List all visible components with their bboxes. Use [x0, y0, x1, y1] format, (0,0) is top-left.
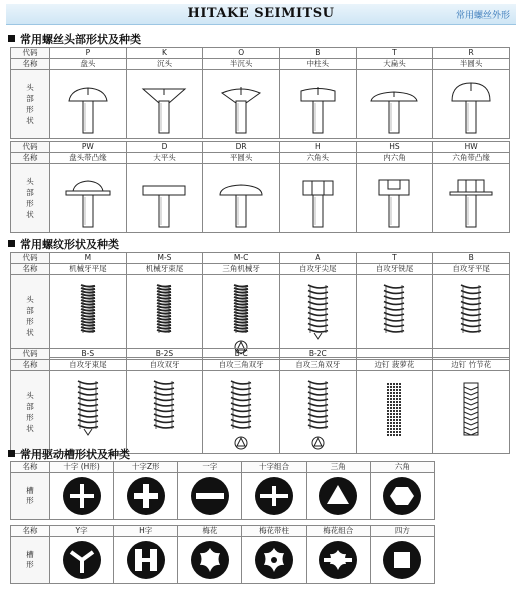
screw-head-drawing — [214, 73, 268, 135]
screw-head-drawing — [137, 73, 191, 135]
shape-label: 头 部 形 状 — [11, 275, 50, 358]
code-cell: T — [356, 48, 433, 59]
thread-drawing — [367, 275, 421, 357]
name-cell: 大扁头 — [356, 59, 433, 70]
name-cell: 中柱头 — [279, 59, 356, 70]
code-cell — [433, 349, 510, 360]
thread-drawing — [367, 371, 421, 453]
slot-name-cell: 六角 — [370, 462, 434, 473]
slot-name-cell: Y字 — [50, 526, 114, 537]
name-cell: 机械牙平尾 — [50, 264, 127, 275]
shape-cell — [279, 275, 356, 358]
screw-head-drawing — [214, 167, 268, 229]
code-label: 代码 — [11, 253, 50, 264]
section-title-threads: 常用螺纹形状及种类 — [8, 236, 119, 252]
shape-cell — [279, 164, 356, 233]
shape-cell — [203, 70, 280, 139]
name-cell: 机械牙束尾 — [126, 264, 203, 275]
slot-name-label: 名称 — [11, 462, 50, 473]
bullet-square-icon — [8, 240, 15, 247]
shape-cell — [126, 164, 203, 233]
name-cell: 自攻牙束尾 — [50, 360, 127, 371]
shape-label: 头 部 形 状 — [11, 371, 50, 454]
name-cell: 平圆头 — [203, 153, 280, 164]
screw-head-drawing — [137, 167, 191, 229]
name-cell: 大平头 — [126, 153, 203, 164]
slot-shape-cell — [178, 473, 242, 520]
name-label: 名称 — [11, 360, 50, 371]
shape-cell — [433, 371, 510, 454]
code-label: 代码 — [11, 48, 50, 59]
thread-drawing — [61, 275, 115, 357]
thread-drawing — [214, 371, 268, 453]
shape-label: 头 部 形 状 — [11, 70, 50, 139]
thread-drawing — [137, 371, 191, 453]
name-cell: 自攻牙铣尾 — [356, 264, 433, 275]
thread-drawing — [291, 371, 345, 453]
code-cell: B-2C — [279, 349, 356, 360]
name-cell: 自攻三角双牙 — [203, 360, 280, 371]
shape-cell — [203, 371, 280, 454]
code-cell: T — [356, 253, 433, 264]
slot-shape-label: 槽 形 — [11, 473, 50, 520]
slot-name-cell: H字 — [114, 526, 178, 537]
slot-shape-cell — [242, 537, 306, 584]
thread-drawing — [61, 371, 115, 453]
code-cell: B — [279, 48, 356, 59]
code-cell: M-S — [126, 253, 203, 264]
slot-name-cell: 十字Z形 — [114, 462, 178, 473]
name-label: 名称 — [11, 264, 50, 275]
code-cell: D — [126, 142, 203, 153]
head-table-2 — [10, 141, 510, 233]
code-cell: H — [279, 142, 356, 153]
code-cell: DR — [203, 142, 280, 153]
code-cell: M-C — [203, 253, 280, 264]
slot-name-cell: 四方 — [370, 526, 434, 537]
section-title-drives: 常用驱动槽形状及种类 — [8, 446, 130, 462]
shape-cell — [50, 70, 127, 139]
slot-shape-cell — [242, 473, 306, 520]
name-cell: 内六角 — [356, 153, 433, 164]
head-table-1 — [10, 47, 510, 139]
torx-slot-icon — [189, 539, 231, 581]
thread-drawing — [444, 275, 498, 357]
code-label: 代码 — [11, 349, 50, 360]
hex-socket-icon — [381, 475, 423, 517]
drive-table-2 — [10, 525, 435, 584]
shape-cell — [279, 371, 356, 454]
code-cell: K — [126, 48, 203, 59]
screw-head-drawing — [444, 167, 498, 229]
slot-shape-cell — [178, 537, 242, 584]
slot-name-cell: 一字 — [178, 462, 242, 473]
slot-shape-cell — [50, 537, 114, 584]
code-cell: B — [433, 253, 510, 264]
screw-head-drawing — [367, 167, 421, 229]
slot-name-label: 名称 — [11, 526, 50, 537]
name-label: 名称 — [11, 59, 50, 70]
slot-shape-cell — [370, 537, 434, 584]
code-cell: B-2S — [126, 349, 203, 360]
code-cell: O — [203, 48, 280, 59]
name-cell: 六角带凸缘 — [433, 153, 510, 164]
code-cell: B-S — [50, 349, 127, 360]
slot-name-cell: 梅花 — [178, 526, 242, 537]
name-cell: 盘头 — [50, 59, 127, 70]
thread-table-2 — [10, 348, 510, 454]
slot-name-cell: 三角 — [306, 462, 370, 473]
slot-name-cell: 梅花组合 — [306, 526, 370, 537]
code-label: 代码 — [11, 142, 50, 153]
shape-cell — [356, 371, 433, 454]
code-cell: A — [279, 253, 356, 264]
slot-shape-cell — [50, 473, 114, 520]
h-slot-icon — [125, 539, 167, 581]
name-cell: 自攻三角双牙 — [279, 360, 356, 371]
slot-shape-cell — [306, 537, 370, 584]
slot-shape-cell — [114, 473, 178, 520]
shape-cell — [50, 164, 127, 233]
drive-table-1 — [10, 461, 435, 520]
name-cell: 盘头带凸缘 — [50, 153, 127, 164]
shape-label: 头 部 形 状 — [11, 164, 50, 233]
code-cell: PW — [50, 142, 127, 153]
slot-shape-cell — [370, 473, 434, 520]
name-label: 名称 — [11, 153, 50, 164]
name-cell: 边钉 竹节花 — [433, 360, 510, 371]
tri-wing-slot-icon — [61, 539, 103, 581]
thread-table-1 — [10, 252, 510, 358]
shape-cell — [433, 275, 510, 358]
triangle-slot-icon — [317, 475, 359, 517]
pozidriv-slot-icon — [125, 475, 167, 517]
thread-drawing — [291, 275, 345, 357]
name-cell: 六角头 — [279, 153, 356, 164]
name-cell: 半圆头 — [433, 59, 510, 70]
thread-drawing — [444, 371, 498, 453]
banner-subtitle: 常用螺丝外形 — [455, 11, 510, 21]
shape-cell — [126, 371, 203, 454]
screw-head-drawing — [291, 167, 345, 229]
code-cell — [356, 349, 433, 360]
phillips-slot-icon — [61, 475, 103, 517]
screw-head-drawing — [291, 73, 345, 135]
screw-head-drawing — [61, 167, 115, 229]
name-cell: 沉头 — [126, 59, 203, 70]
shape-cell — [433, 164, 510, 233]
combo-slot-icon — [253, 475, 295, 517]
square-slot-icon — [381, 539, 423, 581]
slot-name-cell: 梅花带柱 — [242, 526, 306, 537]
name-cell: 自攻双牙 — [126, 360, 203, 371]
torx-pin-slot-icon — [253, 539, 295, 581]
screw-head-drawing — [61, 73, 115, 135]
page-banner — [6, 4, 516, 25]
bullet-square-icon — [8, 450, 15, 457]
slot-shape-cell — [114, 537, 178, 584]
shape-cell — [126, 275, 203, 358]
name-cell: 自攻牙平尾 — [433, 264, 510, 275]
shape-cell — [50, 371, 127, 454]
code-cell: B-C — [203, 349, 280, 360]
code-cell: R — [433, 48, 510, 59]
screw-head-drawing — [444, 73, 498, 135]
shape-cell — [433, 70, 510, 139]
code-cell: M — [50, 253, 127, 264]
slot-shape-label: 槽 形 — [11, 537, 50, 584]
slot-name-cell: 十字组合 — [242, 462, 306, 473]
thread-drawing — [137, 275, 191, 357]
bullet-square-icon — [8, 35, 15, 42]
torx-combo-slot-icon — [317, 539, 359, 581]
name-cell: 半沉头 — [203, 59, 280, 70]
code-cell: P — [50, 48, 127, 59]
shape-cell — [50, 275, 127, 358]
slotted-icon — [189, 475, 231, 517]
thread-drawing — [214, 275, 268, 357]
name-cell: 自攻牙尖尾 — [279, 264, 356, 275]
slot-name-cell: 十字 (H形) — [50, 462, 114, 473]
code-cell: HS — [356, 142, 433, 153]
name-cell: 边钉 菠萝花 — [356, 360, 433, 371]
screw-head-drawing — [367, 73, 421, 135]
shape-cell — [203, 164, 280, 233]
shape-cell — [356, 164, 433, 233]
name-cell: 三角机械牙 — [203, 264, 280, 275]
shape-cell — [279, 70, 356, 139]
shape-cell — [126, 70, 203, 139]
shape-cell — [203, 275, 280, 358]
shape-cell — [356, 70, 433, 139]
shape-cell — [356, 275, 433, 358]
section-title-heads: 常用螺丝头部形状及种类 — [8, 31, 141, 47]
slot-shape-cell — [306, 473, 370, 520]
code-cell: HW — [433, 142, 510, 153]
brand-title: HITAKE SEIMITSU — [187, 6, 335, 21]
